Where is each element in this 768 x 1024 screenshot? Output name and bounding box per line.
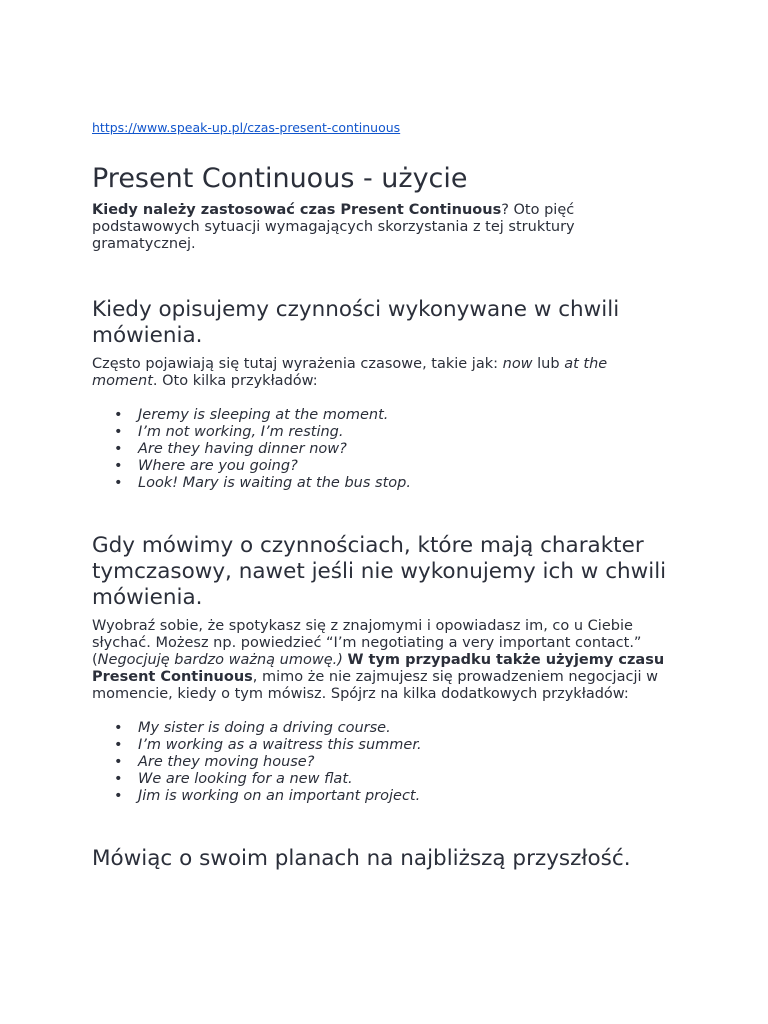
list-item: • My sister is doing a driving course.: [138, 720, 672, 737]
list-item: • Where are you going?: [138, 458, 672, 475]
list-item: • Look! Mary is waiting at the bus stop.: [138, 475, 672, 492]
intro-text: ? Oto pięć podstawowych sytuacji wymagających skorzystania z tej struktury gramatycznej.: [92, 202, 575, 252]
intro-paragraph: [92, 202, 672, 253]
section2-bold-text: W tym przypadku także użyjemy czasu Present Continuous: [92, 652, 665, 685]
section1-em-now: now: [502, 356, 533, 372]
section1-example-list: [92, 407, 672, 492]
section2-heading: Gdy mówimy o czynnościach, które mają charakter tymczasowy, nawet jeśli nie wykonujemy ich w chwili mówienia.: [92, 533, 667, 610]
section2-em-translation: Negocjuję bardzo ważną umowę.): [97, 652, 343, 668]
section2-example-list: [92, 720, 672, 805]
section1-heading: Kiedy opisujemy czynności wykonywane w chwili mówienia.: [92, 297, 620, 348]
document-page: [92, 118, 672, 879]
section3-heading: Mówiąc o swoim planach na najbliższą przyszłość.: [92, 846, 631, 871]
source-link[interactable]: https://www.speak-up.pl/czas-present-continuous: [92, 120, 401, 135]
section1-paragraph: [92, 356, 672, 390]
list-item: • Jeremy is sleeping at the moment.: [138, 407, 672, 424]
page-title: Present Continuous - użycie: [92, 163, 468, 194]
list-item: • Jim is working on an important project.: [138, 788, 672, 805]
list-item: • Are they moving house?: [138, 754, 672, 771]
list-item: • We are looking for a new flat.: [138, 771, 672, 788]
intro-bold-text: Kiedy należy zastosować czas Present Continuous: [92, 202, 502, 218]
section1-em-moment: at the moment: [92, 356, 608, 389]
list-item: • Are they having dinner now?: [138, 441, 672, 458]
section1-text-a: Często pojawiają się tutaj wyrażenia czasowe, takie jak:: [92, 356, 503, 372]
section1-text-b: . Oto kilka przykładów:: [152, 373, 318, 389]
section1-text-lub: lub: [532, 356, 565, 372]
section2-text-b: , mimo że nie zajmujesz się prowadzeniem negocjacji w momencie, kiedy o tym mówisz. Spójrz na kilka dodatkowych przykładów:: [92, 669, 658, 702]
section2-paragraph: [92, 618, 672, 703]
section2-text-a: Wyobraź sobie, że spotykasz się z znajomymi i opowiadasz im, co u Ciebie słychać. Możesz np. powiedzieć “I’m negotiating a very important contact.” (: [92, 618, 642, 668]
list-item: • I’m working as a waitress this summer.: [138, 737, 672, 754]
list-item: • I’m not working, I’m resting.: [138, 424, 672, 441]
